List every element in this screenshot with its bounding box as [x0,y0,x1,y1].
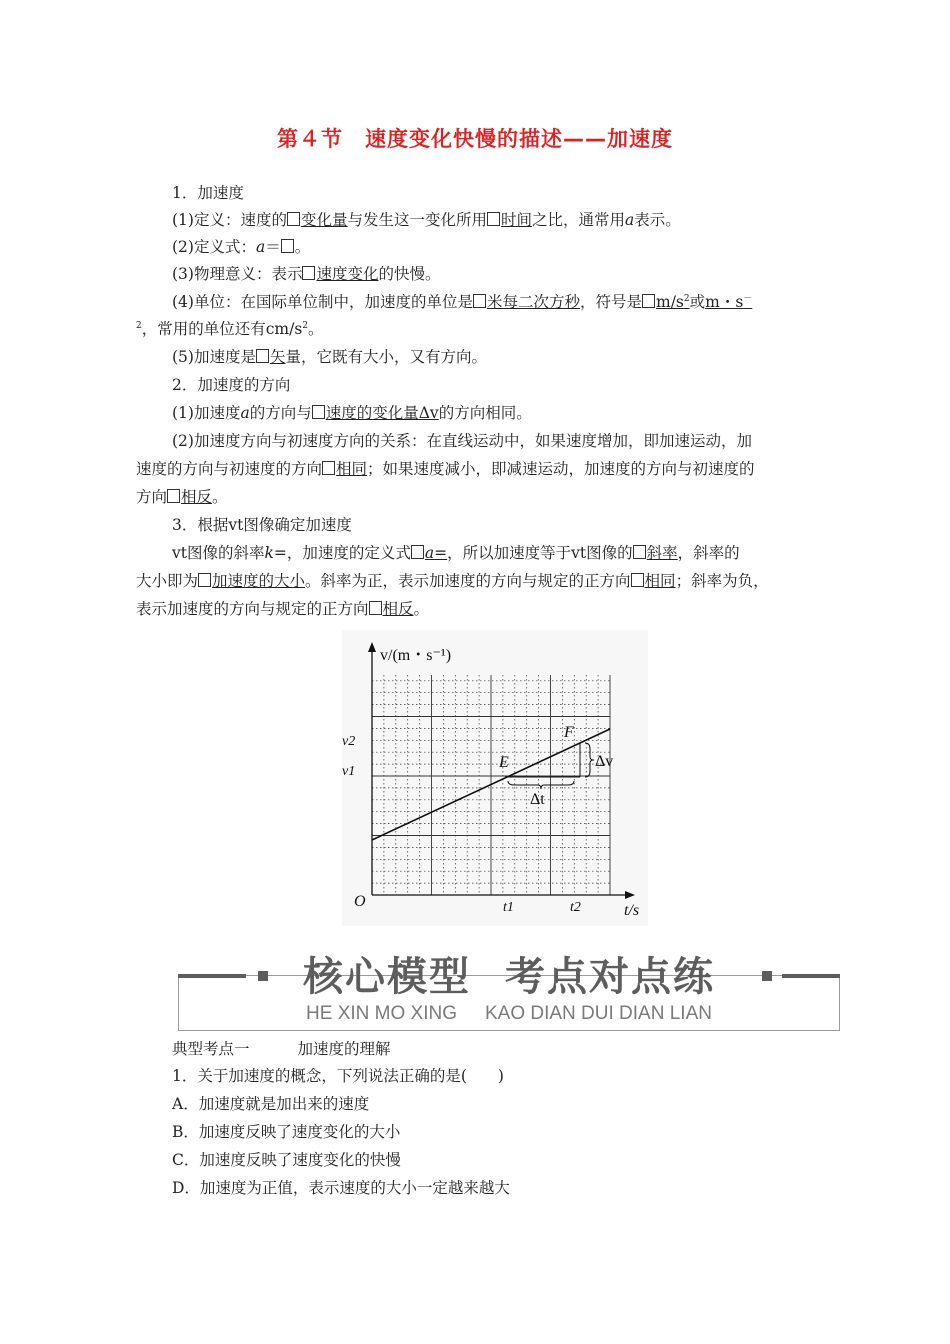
blank-box [631,573,644,587]
slope-line-2: 大小即为 加速度的大小。斜率为正，表示加速度的方向与规定的正方向 相同；斜率为负， [136,572,769,590]
y-axis-label: v/(m・s⁻¹) [380,647,452,664]
blank-box [302,266,315,280]
blank-box [281,239,294,253]
blank-box [312,405,325,419]
unit-line-cont: $^2$，常用的单位还有$cm/s^2$。 [136,320,324,338]
blank-box [487,212,500,226]
vector-line: (5)加速度是 矢量，它既有大小，又有方向。 [172,348,487,366]
page-title: 第４节 速度变化快慢的描述——加速度 [277,127,673,151]
point-f-label: F [564,724,574,741]
blank-box [411,545,424,559]
x-tick-t2: t2 [570,900,581,915]
point-e-label: E [499,754,509,771]
formula-line: (2)定义式：a＝ 。 [172,238,311,256]
graph-background [342,630,648,926]
section-heading: 1．加速度 [172,184,244,202]
delta-v-label: Δv [595,753,614,770]
blank-box [287,212,300,226]
section-banner [178,945,840,1031]
origin-label: O [354,893,366,910]
relation-line-2: 速度的方向与初速度的方向 相同；如果速度减小，即减速运动，加速度的方向与初速度的 [136,460,755,478]
x-axis-label: t/s [624,902,640,919]
section-heading: 2．加速度的方向 [172,376,291,394]
question-stem: 1．关于加速度的概念，下列说法正确的是( ) [172,1067,504,1085]
x-tick-t1: t1 [503,900,514,915]
blank-box [473,294,486,308]
y-tick-v2: v2 [342,734,356,749]
blank-box [167,489,180,503]
banner-subtitle: HE XIN MO XING KAO DIAN DUI DIAN LIAN [306,1003,712,1024]
blank-box [369,601,382,615]
option-c: C．加速度反映了速度变化的快慢 [172,1151,401,1169]
blank-box [198,573,211,587]
direction-line: (1)加速度a的方向与 速度的变化量Δv的方向相同。 [172,404,532,422]
option-d: D．加速度为正值，表示速度的大小一定越来越大 [172,1179,510,1197]
blank-box [633,545,646,559]
relation-line-3: 方向 相反。 [136,488,228,506]
delta-t-label: Δt [530,791,545,808]
option-b: B．加速度反映了速度变化的大小 [172,1123,401,1141]
meaning-line: (3)物理意义：表示 速度变化的快慢。 [172,265,441,283]
blank-box [256,349,269,363]
blank-box [642,294,655,308]
unit-line: (4)单位：在国际单位制中，加速度的单位是 米每二次方秒，符号是 $m/s^2$或m・s－ [172,293,753,311]
slope-line-1: vt图像的斜率k=，加速度的定义式 a=，所以加速度等于vt图像的 斜率，斜率的 [172,544,740,562]
banner-title: 核心模型 考点对点练 [303,954,715,1000]
y-tick-v1: v1 [342,764,356,779]
section-heading: 3．根据vt图像确定加速度 [172,516,352,534]
option-a: A．加速度就是加出来的速度 [172,1095,370,1113]
relation-line-1: (2)加速度方向与初速度方向的关系：在直线运动中，如果速度增加，即加速运动，加 [172,432,752,450]
topic-heading: 典型考点一 加速度的理解 [172,1040,391,1058]
definition-line: (1)定义：速度的 变化量与发生这一变化所用 时间之比，通常用a表示。 [172,211,681,229]
slope-line-3: 表示加速度的方向与规定的正方向 相反。 [136,600,430,618]
blank-box [322,461,335,475]
vt-graph [342,630,648,926]
